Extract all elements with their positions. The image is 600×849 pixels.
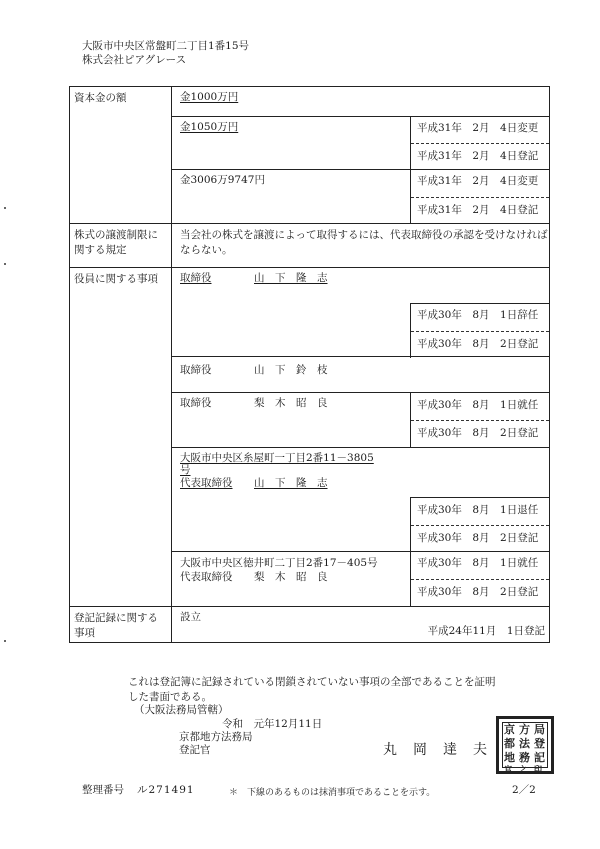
- seal-char: 務: [519, 751, 530, 764]
- capital-row-1: [70, 87, 550, 117]
- official-seal-stamp: [496, 716, 554, 774]
- date-box: [410, 393, 549, 448]
- seal-char: 之: [519, 764, 527, 774]
- capital-amount: 金1050万円: [180, 121, 239, 133]
- officer-name: 山 下 鈴 枝: [254, 364, 328, 376]
- registration-date: 平成30年 8月 2日登記: [417, 338, 539, 350]
- registration-date: 平成31年 2月 4日登記: [417, 204, 539, 216]
- officer-name: 山 下 隆 志: [254, 477, 328, 489]
- capital-amount: 金1000万円: [180, 91, 239, 103]
- bureau-name: 京都地方法務局: [179, 731, 253, 743]
- seal-char: 方: [519, 723, 530, 736]
- transfer-text-2: ならない。: [180, 244, 233, 256]
- transfer-label-1: 株式の譲渡制限に: [74, 229, 158, 241]
- header-company: 株式会社ピアグレース: [82, 54, 187, 66]
- appoint-date: 平成30年 8月 1日就任: [417, 399, 539, 411]
- change-date: 平成31年 2月 4日変更: [417, 175, 539, 187]
- officer-address: 大阪市中央区糸屋町一丁目2番11－3805: [180, 452, 374, 464]
- seal-char: 法: [519, 737, 530, 750]
- date-box: [410, 303, 549, 358]
- transfer-label-2: 関する規定: [74, 244, 127, 256]
- officer-role: 取締役: [180, 397, 212, 409]
- capital-amount: 金3006万9747円: [180, 174, 265, 186]
- records-row: [70, 607, 550, 643]
- issue-date: 令和 元年12月11日: [222, 718, 323, 730]
- officer-role: 取締役: [180, 364, 212, 376]
- seal-char: 局: [534, 723, 545, 736]
- registration-date: 平成31年 2月 4日登記: [417, 150, 539, 162]
- officer-name: 梨 木 昭 良: [254, 571, 328, 583]
- officer-address: 大阪市中央区徳井町二丁目2番17－405号: [180, 557, 378, 569]
- cert-line-2: した書面である。: [128, 691, 212, 703]
- records-date: 平成24年11月 1日登記: [427, 625, 545, 637]
- seal-char: 地: [504, 751, 515, 764]
- transfer-text-1: 当会社の株式を譲渡によって取得するには、代表取締役の承認を受けなければ: [180, 229, 548, 241]
- serial-label: 整理番号: [82, 784, 124, 796]
- transfer-row: [70, 224, 550, 268]
- officer-row-1: [70, 268, 550, 357]
- seal-char: 登: [534, 737, 545, 750]
- seal-char: 京: [504, 723, 515, 736]
- officer-address-cont: 号: [180, 464, 191, 476]
- officer-role: 代表取締役: [180, 571, 233, 583]
- records-text: 設立: [180, 611, 201, 623]
- retire-date: 平成30年 8月 1日退任: [417, 504, 539, 516]
- footnote: ＊ 下線のあるものは抹消事項であることを示す。: [229, 788, 436, 798]
- records-label-1: 登記記録に関する: [74, 612, 158, 624]
- seal-char: 官: [504, 764, 512, 774]
- officer-role: 代表取締役: [180, 477, 233, 489]
- registration-date: 平成30年 8月 2日登記: [417, 427, 539, 439]
- officers-label: 役員に関する事項: [70, 268, 172, 607]
- records-label-2: 事項: [74, 627, 95, 639]
- officer-title: 登記官: [179, 744, 211, 756]
- officer-role: 取締役: [180, 272, 212, 284]
- date-box: [410, 170, 549, 224]
- seal-char: 都: [504, 737, 515, 750]
- jurisdiction: （大阪法務局管轄）: [134, 704, 229, 716]
- change-date: 平成31年 2月 4日変更: [417, 122, 539, 134]
- capital-label: 資本金の額: [70, 87, 172, 224]
- date-box: [410, 497, 549, 553]
- cert-line-1: これは登記簿に記録されている閉鎖されていない事項の全部であることを証明: [128, 676, 496, 688]
- header-address: 大阪市中央区常盤町二丁目1番15号: [82, 40, 250, 52]
- registry-table: [69, 86, 550, 643]
- page-number: 2／2: [512, 784, 536, 796]
- seal-char: 印: [534, 764, 542, 774]
- resign-date: 平成30年 8月 1日辞任: [417, 309, 539, 321]
- date-box: [410, 552, 549, 607]
- registration-date: 平成30年 8月 2日登記: [417, 532, 539, 544]
- officer-signature-name: 丸 岡 達 夫: [383, 742, 488, 758]
- appoint-date: 平成30年 8月 1日就任: [417, 557, 539, 569]
- officer-name: 梨 木 昭 良: [254, 397, 328, 409]
- officer-name: 山 下 隆 志: [254, 272, 328, 284]
- registration-date: 平成30年 8月 2日登記: [417, 586, 539, 598]
- date-box: [410, 117, 549, 170]
- seal-char: 記: [534, 751, 545, 764]
- serial-number: ル271491: [137, 784, 195, 796]
